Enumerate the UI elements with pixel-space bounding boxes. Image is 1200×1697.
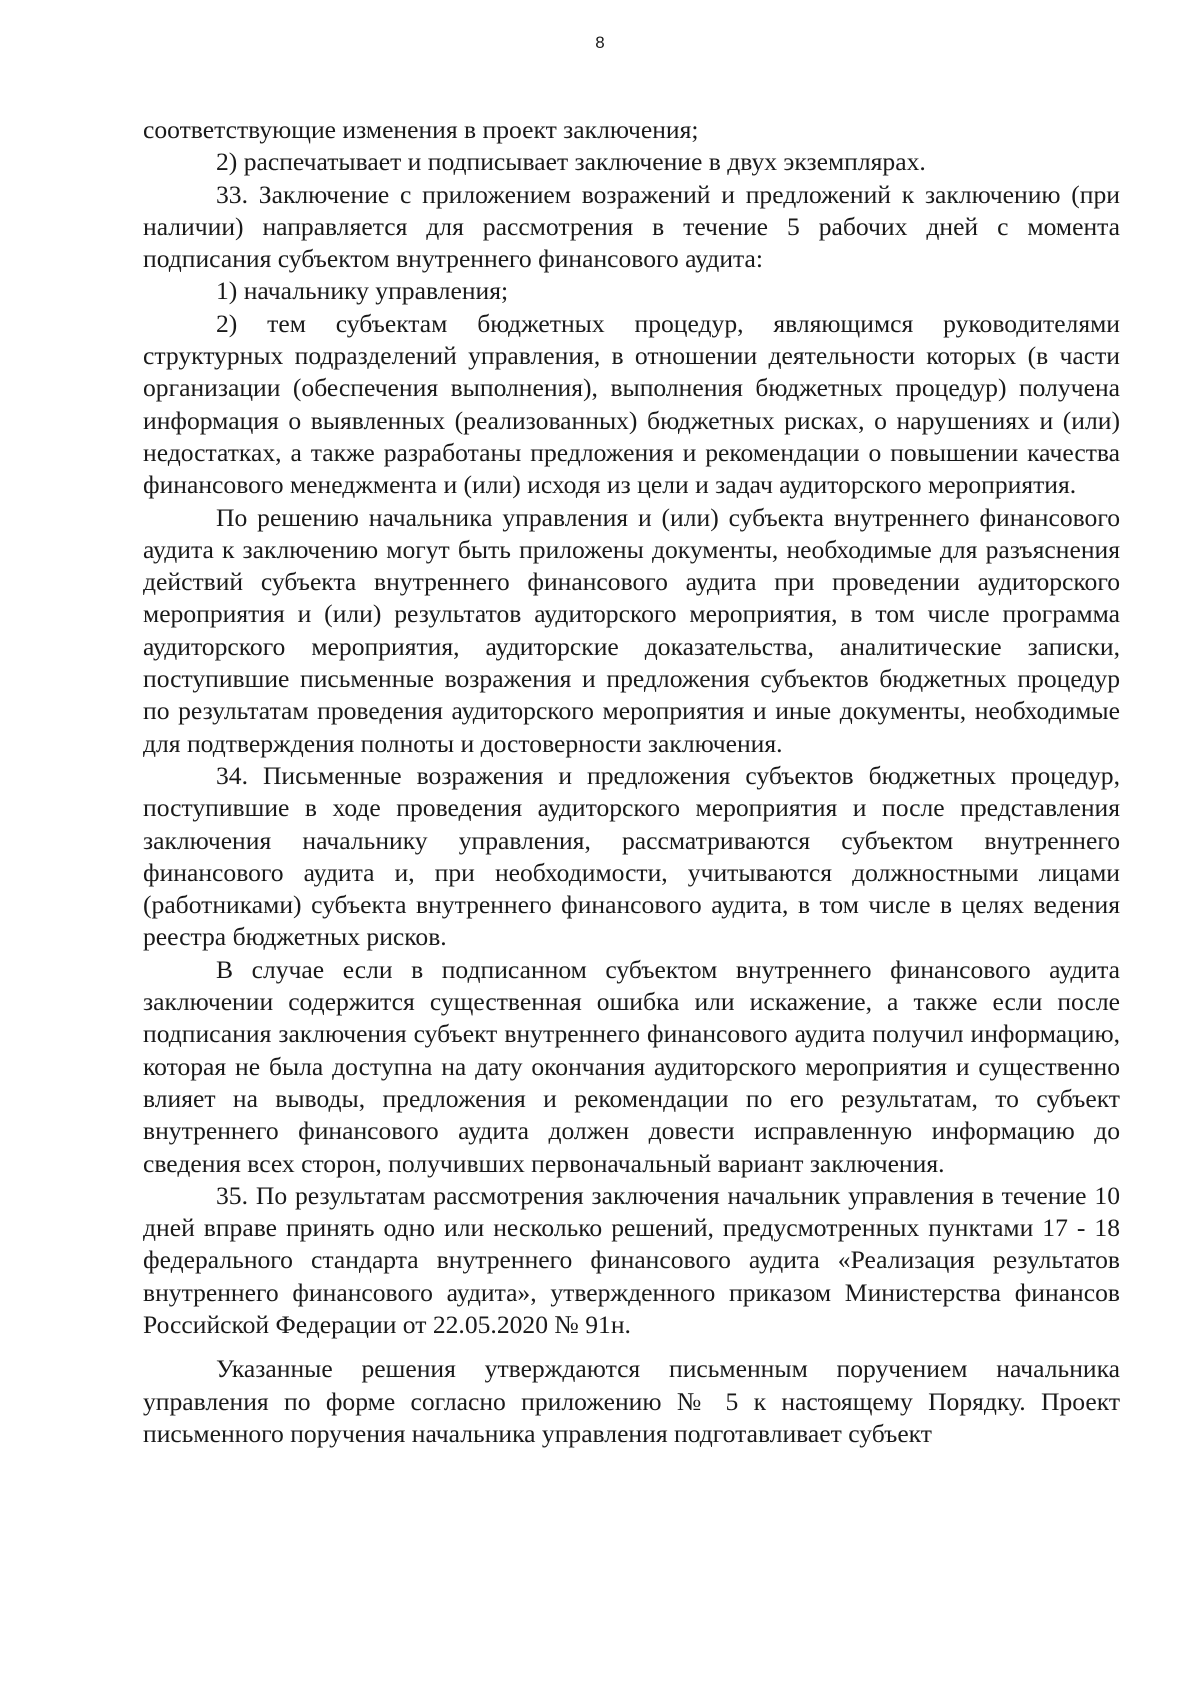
paragraph-35: 35. По результатам рассмотрения заключения начальник управления в течение 10 дней вправе принять одно или несколько решений, предусмотренных пунктами 17 - 18 федерального стандарта внутреннего финансового аудита «Реализация результатов внутреннего финансового аудита», утвержденного приказом Министерства финансов Российской Федерации от 22.05.2020 № 91н. [143, 1180, 1120, 1339]
paragraph-decisions: Указанные решения утверждаются письменным поручением начальника управления по форме согласно приложению № 5 к настоящему Порядку. Проект письменного поручения начальника управления подготавливает субъект [143, 1354, 1120, 1448]
document-body [143, 114, 1120, 1450]
paragraph-34: 34. Письменные возражения и предложения субъектов бюджетных процедур, поступившие в ходе проведения аудиторского мероприятия и после представления заключения начальнику управления, рассматриваются субъектом внутреннего финансового аудита и, при необходимости, учитываются должностными лицами (работниками) субъекта внутреннего финансового аудита, в том числе в целях ведения реестра бюджетных рисков. [143, 760, 1120, 952]
paragraph-continuation: соответствующие изменения в проект заключения; [143, 115, 699, 144]
paragraph-attachments: По решению начальника управления и (или) субъекта внутреннего финансового аудита к заключению могут быть приложены документы, необходимые для разъяснения действий субъекта внутреннего финансового аудита при проведении аудиторского мероприятия и (или) результатов аудиторского мероприятия, в том числе программа аудиторского мероприятия, аудиторские доказательства, аналитические записки, поступившие письменные возражения и предложения субъектов бюджетных процедур по результатам проведения аудиторского мероприятия и иные документы, необходимые для подтверждения полноты и достоверности заключения. [143, 502, 1120, 758]
paragraph-33-item-1: 1) начальнику управления; [216, 276, 509, 306]
paragraph-33: 33. Заключение с приложением возражений и предложений к заключению (при наличии) направляется для рассмотрения в течение 5 рабочих дней с момента подписания субъектом внутреннего финансового аудита: [143, 179, 1120, 274]
paragraph-corrections: В случае если в подписанном субъектом внутреннего финансового аудита заключении содержится существенная ошибка или искажение, а также если после подписания заключения субъект внутреннего финансового аудита получил информацию, которая не была доступна на дату окончания аудиторского мероприятия и существенно влияет на выводы, предложения и рекомендации по его результатам, то субъект внутреннего финансового аудита должен довести исправленную информацию до сведения всех сторон, получивших первоначальный вариант заключения. [143, 954, 1120, 1178]
paragraph-item-2-print-sign: 2) распечатывает и подписывает заключение в двух экземплярах. [216, 147, 926, 177]
page-number: 8 [595, 33, 605, 52]
paragraph-33-item-2: 2) тем субъектам бюджетных процедур, являющимся руководителями структурных подразделений управления, в отношении деятельности которых (в части организации (обеспечения выполнения), выполнения бюджетных процедур) получена информация о выявленных (реализованных) бюджетных рисках, о нарушениях и (или) недостатках, а также разработаны предложения и рекомендации о повышении качества финансового менеджмента и (или) исходя из цели и задач аудиторского мероприятия. [143, 308, 1120, 500]
